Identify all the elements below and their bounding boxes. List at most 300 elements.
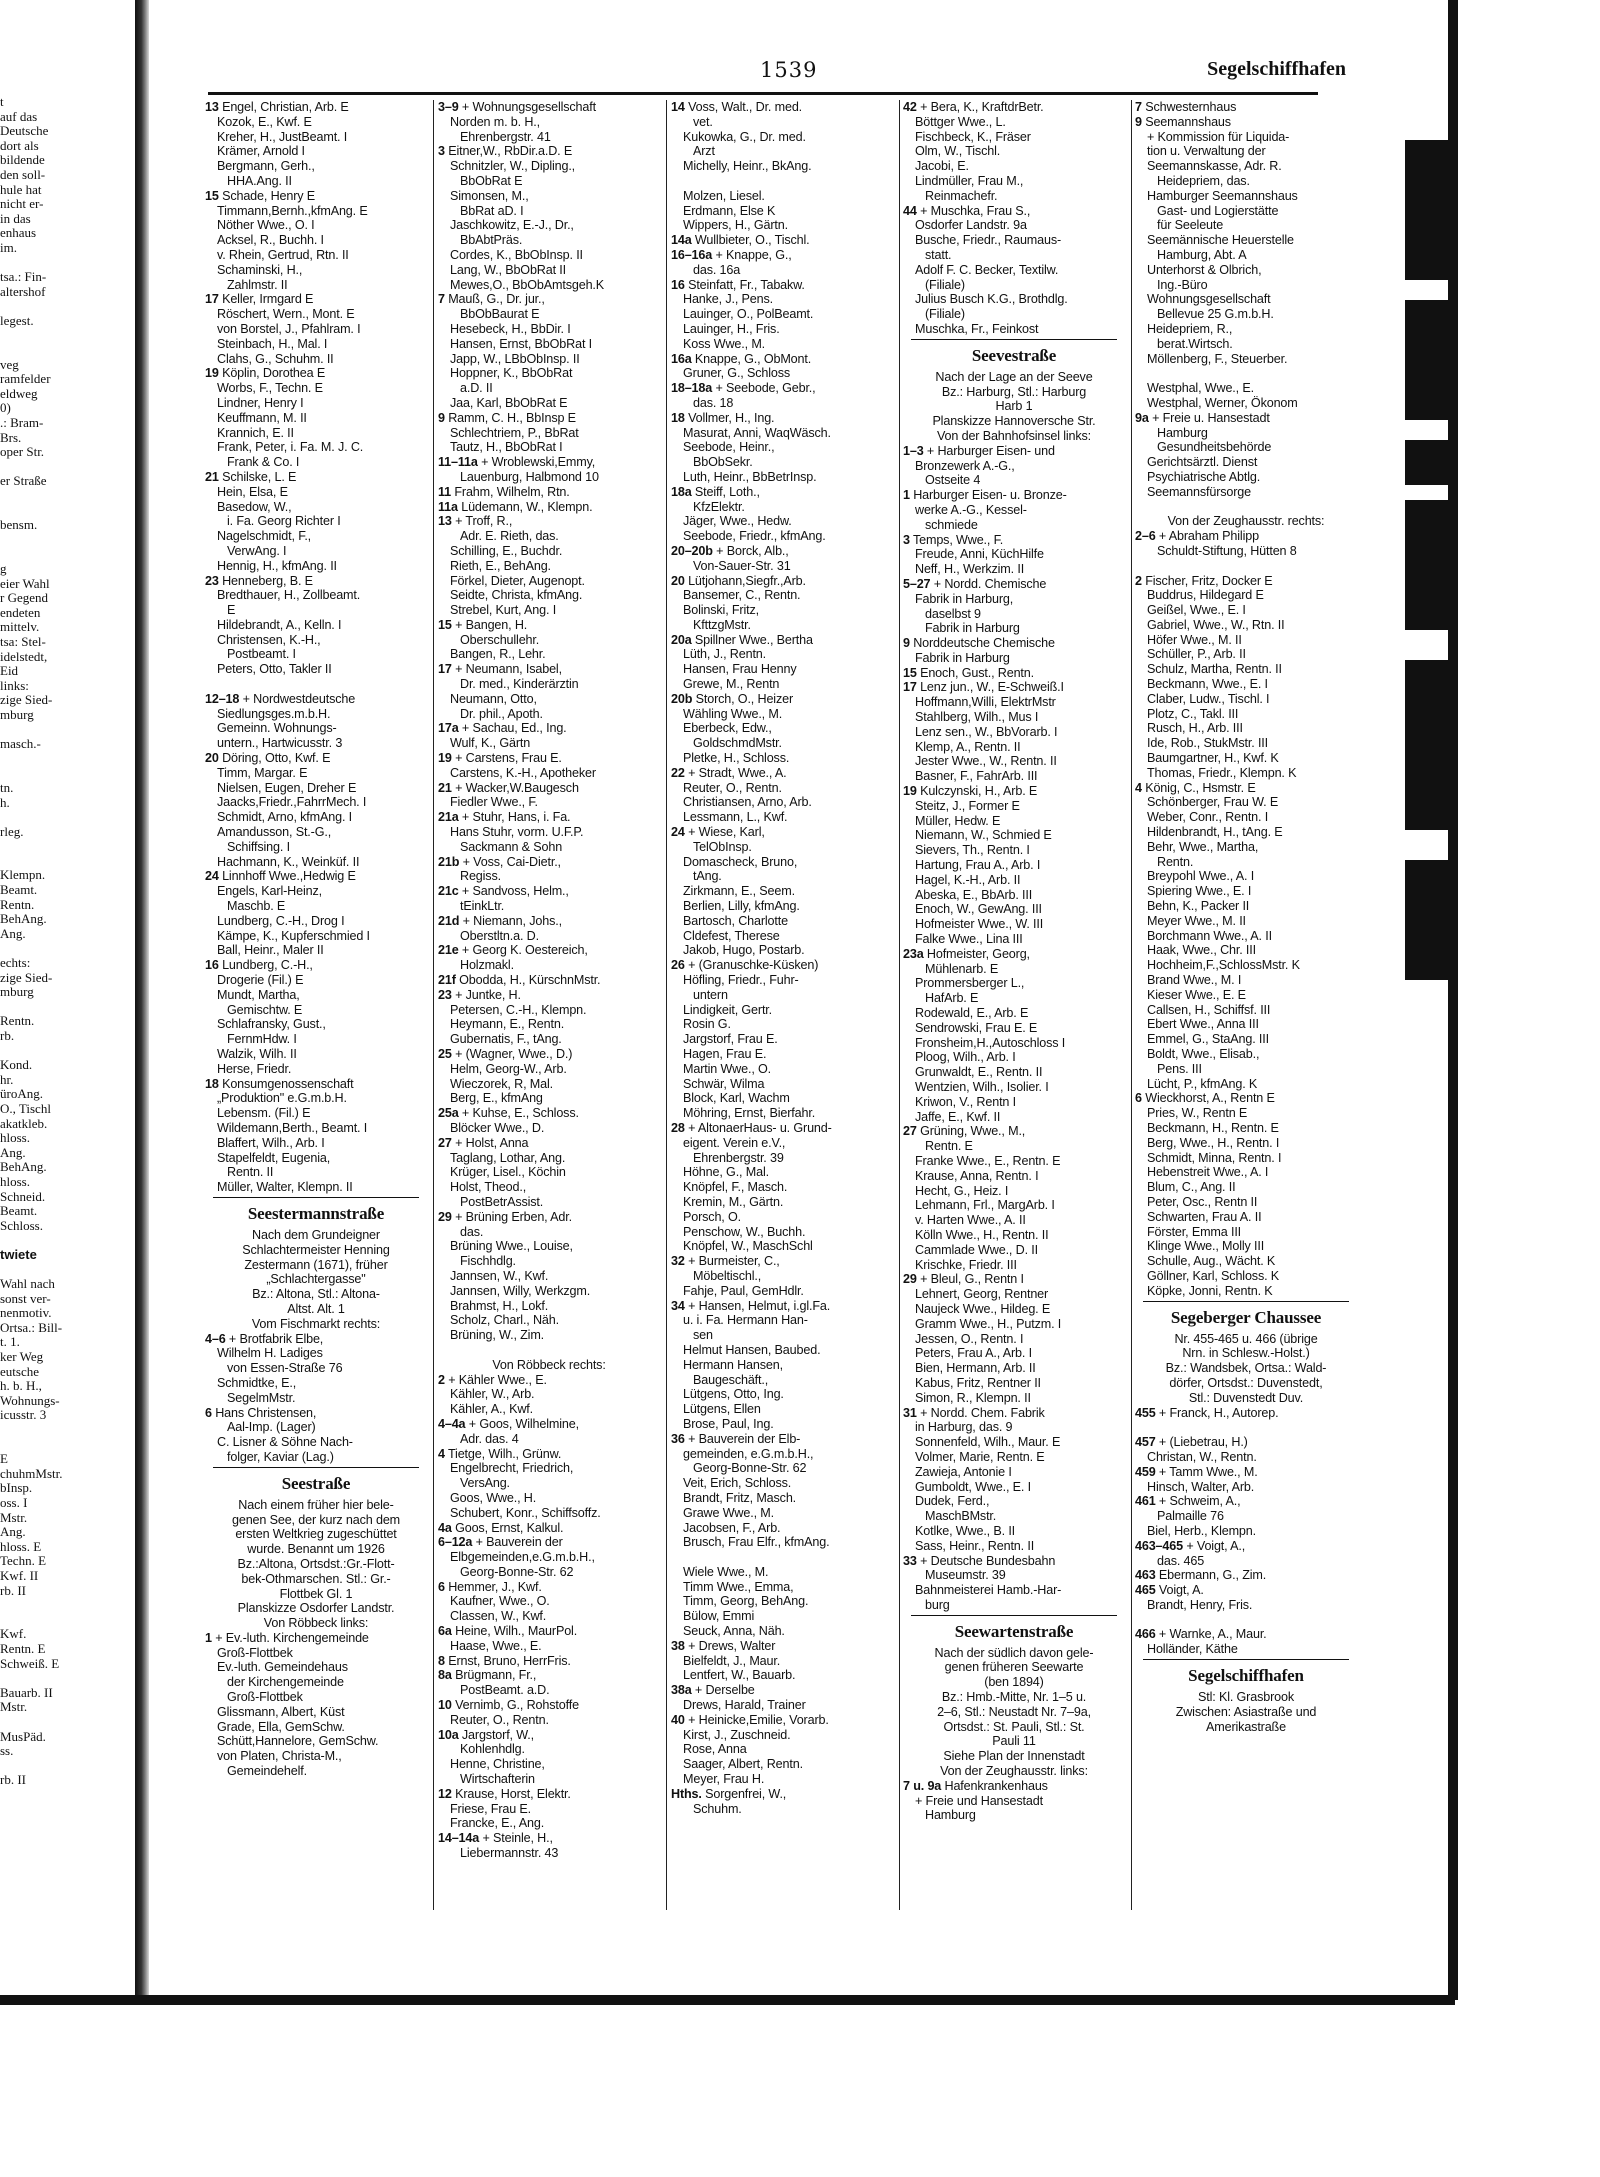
fragment-line: er Straße <box>0 473 47 489</box>
resident-entry: Scholz, Charl., Näh. <box>450 1313 559 1328</box>
resident-entry: Hinsch, Walter, Arb. <box>1147 1479 1255 1494</box>
resident-entry: Freude, Anni, KüchHilfe <box>915 547 1044 562</box>
resident-entry: von Platen, Christa-M., <box>217 1749 342 1764</box>
resident-entry: Rentn. E <box>925 1139 973 1154</box>
resident-entry: E <box>227 603 236 618</box>
fragment-line: üroAng. <box>0 1086 43 1102</box>
resident-entry: Jannsen, W., Kwf. <box>450 1268 549 1283</box>
resident-entry: Bartosch, Charlotte <box>683 913 788 928</box>
resident-entry: Steinbach, H., Mal. I <box>217 336 328 351</box>
house-number-entry: 31 + Nordd. Chem. Fabrik <box>903 1405 1045 1420</box>
house-number-entry: 23a Hofmeister, Georg, <box>903 946 1030 961</box>
resident-entry: Basner, F., FahrArb. III <box>915 769 1038 784</box>
resident-entry: Fischbeck, K., Fräser <box>915 129 1031 144</box>
house-number-entry: 9 Ramm, C. H., BbInsp E <box>438 410 576 425</box>
street-note: Nach der südlich davon gele- <box>934 1645 1094 1660</box>
resident-entry: a.D. II <box>460 381 493 396</box>
resident-entry: Prommersberger L., <box>915 976 1025 991</box>
resident-entry: Stapelfeldt, Eugenia, <box>217 1150 331 1165</box>
street-note: Zwischen: Asiastraße und <box>1175 1704 1317 1719</box>
resident-entry: Kölln Wwe., H., Rentn. II <box>915 1227 1049 1242</box>
fragment-line: Rentn. E <box>0 1640 46 1656</box>
street-note: Schlachtermeister Henning <box>242 1242 390 1257</box>
resident-entry: Wilhelm H. Ladiges <box>217 1346 323 1361</box>
resident-entry: Seemännische Heuerstelle <box>1147 233 1294 248</box>
resident-entry: Behn, K., Packer II <box>1147 899 1250 914</box>
resident-entry: Brose, Paul, Ing. <box>683 1416 774 1431</box>
house-number-entry: 8a Brügmann, Fr., <box>438 1668 537 1683</box>
resident-entry: Wentzien, Wilh., Isolier. I <box>915 1080 1049 1094</box>
fragment-line <box>0 1263 133 1278</box>
resident-entry: Psychiatrische Abtlg. <box>1147 469 1261 484</box>
resident-entry: Seemannsfürsorge <box>1147 484 1252 499</box>
house-number-entry: 18–18a + Seebode, Gebr., <box>671 381 816 396</box>
resident-entry: Rodewald, E., Arb. E <box>915 1006 1029 1021</box>
resident-entry: Hermann Hansen, <box>683 1357 783 1372</box>
resident-entry: Mühlenarb. E <box>925 961 999 976</box>
resident-entry: Hildenbrandt, H., tAng. E <box>1147 825 1283 840</box>
house-number-entry <box>205 677 427 692</box>
column-divider <box>899 100 900 1910</box>
resident-entry: Hein, Elsa, E <box>217 484 288 499</box>
resident-entry: Rosin G. <box>683 1017 731 1032</box>
resident-entry: Gubernatis, F., tAng. <box>450 1032 562 1047</box>
house-number-entry: 21c + Sandvoss, Helm., <box>438 884 569 899</box>
fragment-line: ramfelder <box>0 371 51 387</box>
house-number-entry: 12 Krause, Horst, Elektr. <box>438 1786 571 1801</box>
street-heading: Segeberger Chaussee <box>1170 1307 1322 1327</box>
fragment-line: eldweg <box>0 385 38 401</box>
resident-entry: Haase, Wwe., E. <box>450 1638 542 1653</box>
house-number-entry: 10 Vernimb, G., Rohstoffe <box>438 1698 579 1713</box>
resident-entry: Heymann, E., Rentn. <box>450 1017 565 1032</box>
fragment-line <box>0 343 133 358</box>
resident-entry: statt. <box>925 247 952 262</box>
fragment-line: Schneid. <box>0 1188 46 1204</box>
fragment-line: eier Wahl <box>0 575 50 591</box>
resident-entry: Kabus, Fritz, Rentner II <box>915 1375 1041 1390</box>
resident-entry: Hamburg, Abt. A <box>1157 247 1247 262</box>
resident-entry: Höfling, Friedr., Fuhr- <box>683 973 799 988</box>
resident-entry: Höfer Wwe., M. II <box>1147 632 1242 647</box>
resident-entry: Lang, W., BbObRat II <box>450 262 567 277</box>
book-spine-shadow <box>135 0 149 2000</box>
resident-entry: Carstens, K.-H., Apotheker <box>450 765 596 780</box>
house-number-entry: 2 Fischer, Fritz, Docker E <box>1135 573 1273 588</box>
house-number-entry: 17 + Neumann, Isabel, <box>438 662 562 677</box>
resident-entry: folger, Kaviar (Lag.) <box>227 1449 334 1464</box>
fragment-line <box>0 1671 133 1686</box>
page-number: 1539 <box>760 58 818 82</box>
resident-entry: Seebode, Heinr., <box>683 440 775 455</box>
resident-entry: der Kirchengemeinde <box>227 1675 344 1690</box>
house-number-entry: 20 Lütjohann,Siegfr.,Arb. <box>671 573 806 588</box>
street-note: Bz.: Altona, Stl.: Altona- <box>252 1287 380 1302</box>
resident-entry: Grunwaldt, E., Rentn. II <box>915 1065 1043 1080</box>
resident-entry: Lauenburg, Halbmond 10 <box>460 469 599 484</box>
resident-entry: Lütgens, Ellen <box>683 1402 761 1417</box>
resident-entry: Timm, Margar. E <box>217 765 308 780</box>
street-note: Nach der Lage an der Seeve <box>935 369 1093 384</box>
fragment-line <box>0 489 133 504</box>
resident-entry: Mewes,O., BbObAmtsgeh.K <box>450 277 605 292</box>
resident-entry: v. Harten Wwe., A. II <box>915 1213 1026 1228</box>
resident-entry: Liebermannstr. 43 <box>460 1846 559 1861</box>
resident-entry: Oberschullehr. <box>460 632 540 647</box>
resident-entry: Naujeck Wwe., Hildeg. E <box>915 1301 1051 1316</box>
house-number-entry: 2 + Kähler Wwe., E. <box>438 1372 547 1387</box>
resident-entry: Rieth, E., BehAng. <box>450 558 551 573</box>
house-number-entry: 34 + Hansen, Helmut, i.gl.Fa. <box>671 1298 831 1313</box>
resident-entry: Koss Wwe., M. <box>683 336 766 351</box>
resident-entry: Luth, Heinr., BbBetrInsp. <box>683 469 817 484</box>
street-note: Nrn. in Schlesw.-Holst.) <box>1182 1346 1310 1361</box>
resident-entry: Gramm Wwe., H., Putzm. I <box>915 1316 1062 1331</box>
resident-entry: Brandt, Henry, Fris. <box>1147 1597 1253 1612</box>
resident-entry: Lebensm. (Fil.) E <box>217 1106 311 1121</box>
resident-entry: Kriwon, V., Rentn I <box>915 1094 1016 1109</box>
resident-entry: Amandusson, St.-G., <box>217 825 332 840</box>
resident-entry: Müller, Hedw. E <box>915 813 1001 828</box>
street-note: Harb 1 <box>995 399 1033 414</box>
house-number-entry: 6 Hemmer, J., Kwf. <box>438 1579 542 1594</box>
resident-entry: Engelbrecht, Friedrich, <box>450 1461 574 1476</box>
resident-entry: Cldefest, Therese <box>683 928 780 943</box>
resident-entry: in Harburg, das. 9 <box>915 1420 1013 1435</box>
fragment-line: zige Sied- <box>0 692 53 708</box>
house-number-entry: 9a + Freie u. Hansestadt <box>1135 410 1270 425</box>
resident-entry: Zirkmann, E., Seem. <box>683 884 795 899</box>
house-number-entry: 5–27 + Nordd. Chemische <box>903 576 1047 591</box>
fragment-line <box>0 1044 133 1059</box>
resident-entry: Niemann, W., Schmied E <box>915 828 1052 843</box>
resident-entry: Möllenberg, F., Steuerber. <box>1147 351 1288 366</box>
resident-entry: Förkel, Dieter, Augenopt. <box>450 573 585 588</box>
house-number-entry: 4 König, C., Hsmstr. E <box>1135 780 1256 795</box>
resident-entry: Lücht, P., kfmAng. K <box>1147 1076 1258 1091</box>
resident-entry: Wulf, K., Gärtn <box>450 736 531 751</box>
house-number-entry: 13 Engel, Christian, Arb. E <box>205 100 349 114</box>
resident-entry: TelObInsp. <box>693 839 752 854</box>
street-note: genen See, der kurz nach dem <box>231 1512 401 1527</box>
resident-entry: Schiffsing. I <box>227 839 290 854</box>
fragment-line: tn. <box>0 779 14 795</box>
resident-entry: „Produktion" e.G.m.b.H. <box>217 1091 347 1106</box>
resident-entry: Helmut Hansen, Baubed. <box>683 1342 821 1357</box>
resident-entry: Jargstorf, Frau E. <box>683 1032 778 1047</box>
fragment-line <box>0 766 133 781</box>
fragment-line: Ang. <box>0 1144 26 1160</box>
fragment-line: enhaus <box>0 225 37 241</box>
resident-entry: Dudek, Ferd., <box>915 1494 990 1509</box>
house-number-entry: 466 + Warnke, A., Maur. <box>1135 1627 1267 1642</box>
resident-entry: tEinkLtr. <box>460 899 505 914</box>
resident-entry: Jacobi, E. <box>915 159 969 174</box>
resident-entry: Nöther Wwe., O. I <box>217 218 315 233</box>
fragment-line: mburg <box>0 984 34 1000</box>
fragment-line: nicht er- <box>0 196 44 212</box>
fragment-line: legest. <box>0 312 34 328</box>
resident-entry: schmiede <box>925 517 978 532</box>
resident-entry: Schulle, Aug., Wächt. K <box>1147 1254 1276 1269</box>
fragment-line: E <box>0 1451 8 1467</box>
resident-entry: Dr. med., Kinderärztin <box>460 677 579 692</box>
fragment-line: Kwf. <box>0 1626 27 1642</box>
resident-entry: PostBetrAssist. <box>460 1194 544 1209</box>
resident-entry: burg <box>925 1597 950 1612</box>
fragment-line: echts: <box>0 955 31 971</box>
resident-entry: Jessen, O., Rentn. I <box>915 1331 1024 1346</box>
resident-entry: Timmann,Bernh.,kfmAng. E <box>217 203 368 218</box>
resident-entry: Schnitzler, W., Dipling., <box>450 159 576 174</box>
fragment-line <box>0 752 133 767</box>
resident-entry: Jaacks,Friedr.,FahrrMech. I <box>217 795 367 810</box>
house-number-entry: 7 u. 9a Hafenkrankenhaus <box>903 1778 1048 1793</box>
resident-entry: Osdorfer Landstr. 9a <box>915 218 1027 233</box>
fragment-line: Rentn. <box>0 896 35 912</box>
house-number-entry: Hths. Sorgenfrei, W., <box>671 1786 787 1801</box>
resident-entry: Wähling Wwe., M. <box>683 706 783 721</box>
resident-entry: Bergmann, Gerh., <box>217 159 315 174</box>
resident-entry: Steitz, J., Former E <box>915 798 1020 813</box>
house-number-entry: 38a + Derselbe <box>671 1683 755 1698</box>
resident-entry: Fiedler Wwe., F. <box>450 795 538 810</box>
resident-entry: Georg-Bonne-Str. 62 <box>693 1461 807 1476</box>
fragment-line <box>0 854 133 869</box>
house-number-entry: 20b Storch, O., Heizer <box>671 691 793 706</box>
resident-entry: Hofmeister Wwe., W. III <box>915 917 1044 932</box>
resident-entry: SegelmMstr. <box>227 1390 296 1405</box>
house-number-entry: 23 + Juntke, H. <box>438 987 521 1002</box>
house-number-entry: 24 Linnhoff Wwe.,Hedwig E <box>205 869 356 884</box>
resident-entry: i. Fa. Georg Richter I <box>227 514 341 529</box>
resident-entry: Rose, Anna <box>683 1742 747 1757</box>
resident-entry: Wohnungsgesellschaft <box>1147 292 1271 307</box>
fragment-line <box>0 810 133 825</box>
resident-entry: Mundt, Martha, <box>217 987 300 1002</box>
resident-entry: Meyer, Frau H. <box>683 1772 765 1787</box>
resident-entry: Hoppner, K., BbObRat <box>450 366 573 381</box>
section-rule <box>213 1467 419 1468</box>
resident-entry: Helm, Georg-W., Arb. <box>450 1061 567 1076</box>
resident-entry: Holzmakl. <box>460 958 514 973</box>
resident-entry: Neumann, Otto, <box>450 691 537 706</box>
resident-entry: Krannich, E. II <box>217 425 294 440</box>
house-number-entry: 27 + Holst, Anna <box>438 1135 529 1150</box>
fragment-line: endeten <box>0 604 41 620</box>
resident-entry: Wiele Wwe., M. <box>683 1564 769 1579</box>
house-number-entry: 7 Schwesternhaus <box>1135 100 1237 114</box>
street-note: Stl: Kl. Grasbrook <box>1198 1690 1294 1705</box>
fragment-line: Rentn. <box>0 1013 35 1029</box>
resident-entry: daselbst 9 <box>925 606 981 621</box>
fragment-line <box>0 1613 133 1628</box>
resident-entry: Glissmann, Albert, Küst <box>217 1704 345 1719</box>
resident-entry: HHA.Ang. II <box>227 173 292 188</box>
house-number-entry: 11–11a + Wroblewski,Emmy, <box>438 455 596 470</box>
section-rule <box>911 339 1117 340</box>
fragment-line <box>0 547 133 562</box>
street-note: bek-Othmarschen. Stl.: Gr.- <box>241 1571 391 1586</box>
fragment-line: Bauarb. II <box>0 1684 53 1700</box>
street-note: Bz.: Harburg, Stl.: Harburg <box>941 384 1087 399</box>
page-header <box>208 58 1346 95</box>
resident-entry: Geißel, Wwe., E. I <box>1147 603 1246 618</box>
resident-entry: Spiering Wwe., E. I <box>1147 884 1252 899</box>
resident-entry: Lauinger, O., PolBeamt. <box>683 307 814 322</box>
street-heading: Seewartenstraße <box>954 1621 1074 1641</box>
street-note: Bz.: Wandsbek, Ortsa.: Wald- <box>1165 1361 1327 1376</box>
fragment-line: auf das <box>0 108 38 124</box>
resident-entry: Gumboldt, Wwe., E. I <box>915 1479 1031 1494</box>
resident-entry: berat.Wirtsch. <box>1157 336 1233 351</box>
resident-entry: Jäger, Wwe., Hedw. <box>683 514 792 529</box>
resident-entry: Wieczorek, R, Mal. <box>450 1076 553 1091</box>
resident-entry: Schaminski, H., <box>217 262 303 277</box>
resident-entry: Hagel, K.-H., Arb. II <box>915 872 1021 887</box>
resident-entry: Domascheck, Bruno, <box>683 854 798 869</box>
resident-entry: Frank, Peter, i. Fa. M. J. C. <box>217 440 364 455</box>
resident-entry: Röschert, Wern., Mont. E <box>217 307 355 322</box>
house-number-entry: 40 + Heinicke,Emilie, Vorarb. <box>671 1712 829 1727</box>
fragment-line: hloss. E <box>0 1538 42 1554</box>
resident-entry: Sendrowski, Frau E. E <box>915 1020 1038 1035</box>
resident-entry: Martin Wwe., O. <box>683 1061 772 1076</box>
resident-entry: Engels, Karl-Heinz, <box>217 884 322 899</box>
street-note: „Schlachtergasse" <box>266 1272 366 1287</box>
resident-entry: Falke Wwe., Lina III <box>915 932 1023 947</box>
fragment-line: Brs. <box>0 429 22 445</box>
section-rule <box>1143 1301 1349 1302</box>
resident-entry: Goos, Wwe., H. <box>450 1490 537 1505</box>
resident-entry: Hildebrandt, A., Kelln. I <box>217 617 342 632</box>
resident-entry: Seebode, Friedr., kfmAng. <box>683 529 826 544</box>
resident-entry: Henne, Christine, <box>450 1757 545 1772</box>
resident-entry: Bellevue 25 G.m.b.H. <box>1157 307 1274 322</box>
resident-entry: Lindigkeit, Gertr. <box>683 1002 772 1017</box>
column-divider <box>433 100 434 1910</box>
house-number-entry: 23 Henneberg, B. E <box>205 573 313 588</box>
house-number-entry: 21f Obodda, H., KürschnMstr. <box>438 973 601 988</box>
resident-entry: Ing.-Büro <box>1157 277 1208 292</box>
resident-entry: Westphal, Werner, Ökonom <box>1147 395 1298 410</box>
resident-entry: Busche, Friedr., Raumaus- <box>915 233 1062 248</box>
resident-entry: Volmer, Marie, Rentn. E <box>915 1449 1045 1464</box>
fragment-line: Mstr. <box>0 1509 28 1525</box>
resident-entry: Eberbeck, Edw., <box>683 721 772 736</box>
resident-entry: Möbeltischl., <box>693 1268 762 1283</box>
house-number-entry: 2–6 + Abraham Philipp <box>1135 529 1259 544</box>
fragment-line <box>0 839 133 854</box>
fragment-line: oss. I <box>0 1495 28 1510</box>
resident-entry: Masurat, Anni, WaqWäsch. <box>683 425 831 440</box>
fragment-line: idelstedt, <box>0 648 48 664</box>
resident-entry: Saager, Albert, Rentn. <box>683 1757 803 1772</box>
street-note: Von der Bahnhofsinsel links: <box>936 428 1092 443</box>
resident-entry: Behr, Wwe., Martha, <box>1147 839 1259 854</box>
house-number-entry: 44 + Muschka, Frau S., <box>903 203 1031 218</box>
resident-entry: Rusch, H., Arb. III <box>1147 721 1243 736</box>
resident-entry: Bredthauer, H., Zollbeamt. <box>217 588 361 603</box>
resident-entry: Knöpfel, W., MaschSchl <box>683 1239 813 1254</box>
house-number-entry: 6–12a + Bauverein der <box>438 1535 563 1550</box>
house-number-entry: 18a Steiff, Loth., <box>671 484 760 499</box>
directory-column-5 <box>1135 100 1357 1980</box>
house-number-entry: 3 Eitner,W., RbDir.a.D. E <box>438 144 573 159</box>
fragment-line: den soll- <box>0 166 46 182</box>
house-number-entry: 12–18 + Nordwestdeutsche <box>205 691 356 706</box>
resident-entry: Timm Wwe., Emma, <box>683 1579 794 1594</box>
resident-entry: Pens. III <box>1157 1061 1202 1076</box>
resident-entry: Schmidt, Minna, Rentn. I <box>1147 1150 1282 1165</box>
resident-entry: Wirtschafterin <box>460 1772 535 1787</box>
resident-entry: Krämer, Arnold I <box>217 144 305 159</box>
resident-entry: Maschb. E <box>227 899 286 914</box>
resident-entry: Bahnmeisterei Hamb.-Har- <box>915 1583 1062 1598</box>
resident-entry: PostBeamt. a.D. <box>460 1683 550 1698</box>
resident-entry: Müller, Walter, Klempn. II <box>217 1180 353 1195</box>
directory-column-4 <box>903 100 1125 1980</box>
street-heading: Seevestraße <box>971 345 1057 365</box>
resident-entry: Ev.-luth. Gemeindehaus <box>217 1660 348 1675</box>
resident-entry: Lehnert, Georg, Rentner <box>915 1287 1049 1302</box>
resident-entry: Hebenstreit Wwe., A. I <box>1147 1165 1269 1180</box>
house-number-entry <box>1135 1420 1357 1435</box>
resident-entry: Grawe Wwe., M. <box>683 1505 774 1520</box>
house-number-entry: 463 Ebermann, G., Zim. <box>1135 1568 1267 1583</box>
house-number-entry: 21b + Voss, Cai-Dietr., <box>438 854 561 869</box>
resident-entry: das. 465 <box>1157 1553 1205 1568</box>
resident-entry: Brandt, Fritz, Masch. <box>683 1490 797 1505</box>
resident-entry: Wippers, H., Gärtn. <box>683 218 788 233</box>
resident-entry: Kieser Wwe., E. E <box>1147 987 1246 1002</box>
house-number-entry: 17 Keller, Irmgard E <box>205 292 314 307</box>
resident-entry: Groß-Flottbek <box>227 1690 303 1705</box>
resident-entry: Sonnenfeld, Wilh., Maur. E <box>915 1435 1061 1450</box>
fragment-line: Klempn. <box>0 867 46 883</box>
fragment-line: g <box>0 561 7 576</box>
house-number-entry: 33 + Deutsche Bundesbahn <box>903 1553 1056 1568</box>
resident-entry: Bolinski, Fritz, <box>683 603 759 618</box>
resident-entry: Gesundheitsbehörde <box>1157 440 1272 455</box>
fragment-line: Beamt. <box>0 882 38 898</box>
fragment-line: tsa: Stel- <box>0 633 46 649</box>
house-number-entry: 29 + Bleul, G., Rentn I <box>903 1272 1024 1287</box>
street-note: Altst. Alt. 1 <box>287 1301 345 1316</box>
resident-entry: Westphal, Wwe., E. <box>1147 381 1254 396</box>
resident-entry: Fronsheim,H.,Autoschloss I <box>915 1035 1066 1050</box>
resident-entry: Penschow, W., Buchh. <box>683 1224 806 1239</box>
resident-entry: Kotlke, Wwe., B. II <box>915 1523 1016 1538</box>
house-number-entry <box>1135 500 1357 515</box>
resident-entry: Fabrik in Harburg, <box>915 591 1014 606</box>
resident-entry: Herse, Friedr. <box>217 1061 292 1076</box>
resident-entry: Drogerie (Fil.) E <box>217 973 304 988</box>
fragment-line: nenmotiv. <box>0 1305 52 1321</box>
fragment-line: t <box>0 95 4 109</box>
resident-entry: Brahmst, H., Lokf. <box>450 1298 549 1313</box>
resident-entry: Schubert, Konr., Schiffsoffz. <box>450 1505 601 1520</box>
resident-entry: Wildemann,Berth., Beamt. I <box>217 1120 368 1135</box>
fragment-line <box>0 460 133 475</box>
resident-entry: Lütgens, Otto, Ing. <box>683 1387 784 1402</box>
resident-entry: Palmaille 76 <box>1157 1509 1224 1524</box>
street-note: 2–6, Stl.: Neustadt Nr. 7–9a, <box>937 1704 1091 1719</box>
house-number-entry: 463–465 + Voigt, A., <box>1135 1538 1246 1553</box>
running-head: Segelschiffhafen <box>1207 58 1346 80</box>
resident-entry: Keuffmann, M. II <box>217 410 307 425</box>
resident-entry: Krüger, Lisel., Köchin <box>450 1165 566 1180</box>
